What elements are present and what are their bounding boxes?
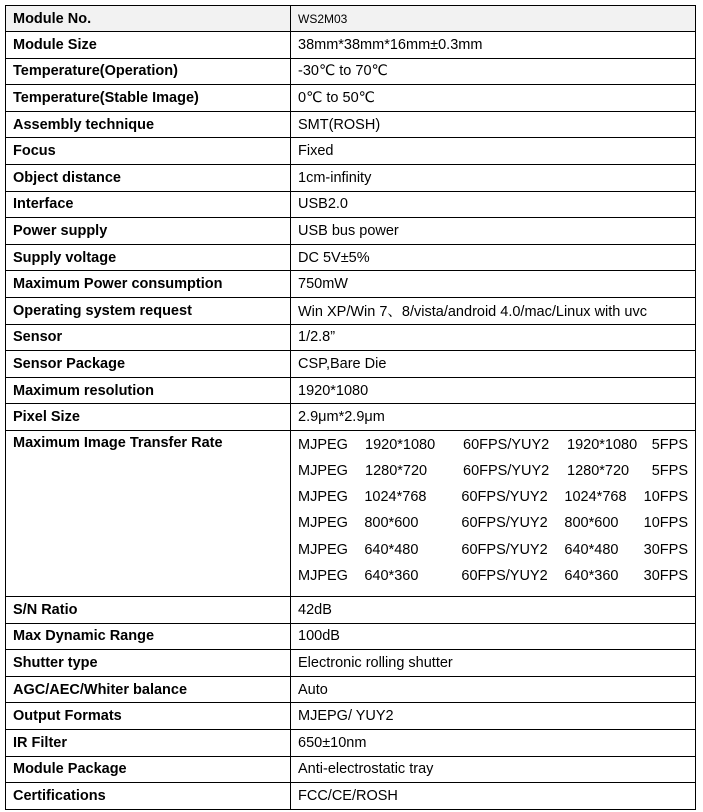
spec-row [6, 191, 696, 218]
spec-value: 1920*1080 [291, 377, 696, 404]
format-text: MJPEG [298, 515, 348, 532]
spec-row [6, 58, 696, 85]
spec-table [5, 5, 696, 810]
transfer-rate-line [298, 461, 689, 487]
spec-row [6, 271, 696, 298]
spec-value: 0℃ to 50℃ [291, 85, 696, 112]
yuy2-rate: 10FPS [643, 489, 688, 506]
spec-row [6, 138, 696, 165]
spec-row [6, 783, 696, 810]
spec-value: Anti-electrostatic tray [291, 756, 696, 783]
spec-row [6, 756, 696, 783]
yuy2-resolution: 640*360 [564, 567, 619, 584]
transfer-rate-line [298, 435, 689, 461]
spec-label: Object distance [6, 164, 291, 191]
mjpeg-rate: 60FPS/YUY2 [463, 463, 550, 480]
spec-value: SMT(ROSH) [291, 111, 696, 138]
spec-row [6, 597, 696, 624]
transfer-rate-row [6, 430, 696, 596]
spec-label: Module Size [6, 32, 291, 59]
spec-row [6, 650, 696, 677]
module-no-label: Module No. [6, 6, 291, 32]
spec-label: S/N Ratio [6, 597, 291, 624]
yuy2-resolution: 1024*768 [564, 489, 627, 506]
spec-value: 38mm*38mm*16mm±0.3mm [291, 32, 696, 59]
format-text: MJPEG [298, 436, 348, 453]
spec-row [6, 297, 696, 324]
transfer-rate-line [298, 566, 689, 592]
transfer-rate-line [298, 513, 689, 539]
spec-value: 1cm-infinity [291, 164, 696, 191]
spec-label: Maximum Power consumption [6, 271, 291, 298]
spec-value: 42dB [291, 597, 696, 624]
spec-row [6, 244, 696, 271]
format-text: MJPEG [298, 567, 348, 584]
spec-value: Fixed [291, 138, 696, 165]
spec-label: Pixel Size [6, 404, 291, 431]
spec-label: Shutter type [6, 650, 291, 677]
spec-value: 2.9μm*2.9μm [291, 404, 696, 431]
spec-label: Module Package [6, 756, 291, 783]
format-text: MJPEG [298, 541, 348, 558]
yuy2-resolution: 1920*1080 [567, 436, 638, 453]
spec-label: Operating system request [6, 297, 291, 324]
spec-value: DC 5V±5% [291, 244, 696, 271]
spec-label: AGC/AEC/Whiter balance [6, 676, 291, 703]
format-text: MJPEG [298, 463, 348, 480]
spec-label: Interface [6, 191, 291, 218]
spec-row [6, 377, 696, 404]
yuy2-resolution: 800*600 [564, 515, 619, 532]
mjpeg-resolution: 640*480 [364, 541, 419, 558]
spec-value: MJEPG/ YUY2 [291, 703, 696, 730]
spec-label: Temperature(Stable Image) [6, 85, 291, 112]
spec-value: -30℃ to 70℃ [291, 58, 696, 85]
transfer-rate-line [298, 540, 689, 566]
spec-label: Temperature(Operation) [6, 58, 291, 85]
spec-value: Auto [291, 676, 696, 703]
spec-value: Win XP/Win 7、8/vista/android 4.0/mac/Linux with uvc [291, 297, 696, 324]
mjpeg-resolution: 640*360 [364, 567, 419, 584]
transfer-rate-line [298, 487, 689, 513]
mjpeg-rate: 60FPS/YUY2 [461, 541, 548, 558]
spec-label: Max Dynamic Range [6, 623, 291, 650]
spec-row [6, 676, 696, 703]
yuy2-rate: 30FPS [643, 541, 688, 558]
spec-label: Sensor [6, 324, 291, 351]
spec-table-body [6, 6, 696, 810]
spec-value: 650±10nm [291, 730, 696, 757]
spec-label: Power supply [6, 218, 291, 245]
module-no-value: WS2M03 [291, 6, 696, 32]
mjpeg-rate: 60FPS/YUY2 [463, 436, 550, 453]
mjpeg-resolution: 800*600 [364, 515, 419, 532]
spec-value: USB2.0 [291, 191, 696, 218]
transfer-rate-values [291, 430, 696, 596]
spec-label: Supply voltage [6, 244, 291, 271]
format-text: MJPEG [298, 489, 348, 506]
spec-row [6, 730, 696, 757]
spec-value: CSP,Bare Die [291, 351, 696, 378]
mjpeg-rate: 60FPS/YUY2 [461, 567, 548, 584]
mjpeg-rate: 60FPS/YUY2 [461, 515, 548, 532]
spec-row [6, 623, 696, 650]
yuy2-resolution: 640*480 [564, 541, 619, 558]
mjpeg-rate: 60FPS/YUY2 [461, 489, 548, 506]
spec-label: Assembly technique [6, 111, 291, 138]
spec-row [6, 404, 696, 431]
spec-row [6, 111, 696, 138]
spec-row [6, 32, 696, 59]
spec-value: 100dB [291, 623, 696, 650]
spec-value: 1/2.8” [291, 324, 696, 351]
module-no-row [6, 6, 696, 32]
spec-row [6, 164, 696, 191]
yuy2-rate: 5FPS [651, 436, 688, 453]
spec-label: Maximum resolution [6, 377, 291, 404]
spec-value: USB bus power [291, 218, 696, 245]
spec-row [6, 351, 696, 378]
yuy2-rate: 30FPS [643, 567, 688, 584]
mjpeg-resolution: 1024*768 [364, 489, 427, 506]
yuy2-resolution: 1280*720 [567, 463, 630, 480]
spec-value: Electronic rolling shutter [291, 650, 696, 677]
yuy2-rate: 10FPS [643, 515, 688, 532]
mjpeg-resolution: 1920*1080 [365, 436, 436, 453]
spec-row [6, 85, 696, 112]
spec-value: 750mW [291, 271, 696, 298]
transfer-rate-label: Maximum Image Transfer Rate [6, 430, 291, 596]
mjpeg-resolution: 1280*720 [365, 463, 428, 480]
spec-row [6, 703, 696, 730]
spec-label: IR Filter [6, 730, 291, 757]
spec-label: Sensor Package [6, 351, 291, 378]
spec-label: Certifications [6, 783, 291, 810]
yuy2-rate: 5FPS [651, 463, 688, 480]
spec-label: Focus [6, 138, 291, 165]
spec-label: Output Formats [6, 703, 291, 730]
spec-value: FCC/CE/ROSH [291, 783, 696, 810]
spec-row [6, 324, 696, 351]
spec-row [6, 218, 696, 245]
